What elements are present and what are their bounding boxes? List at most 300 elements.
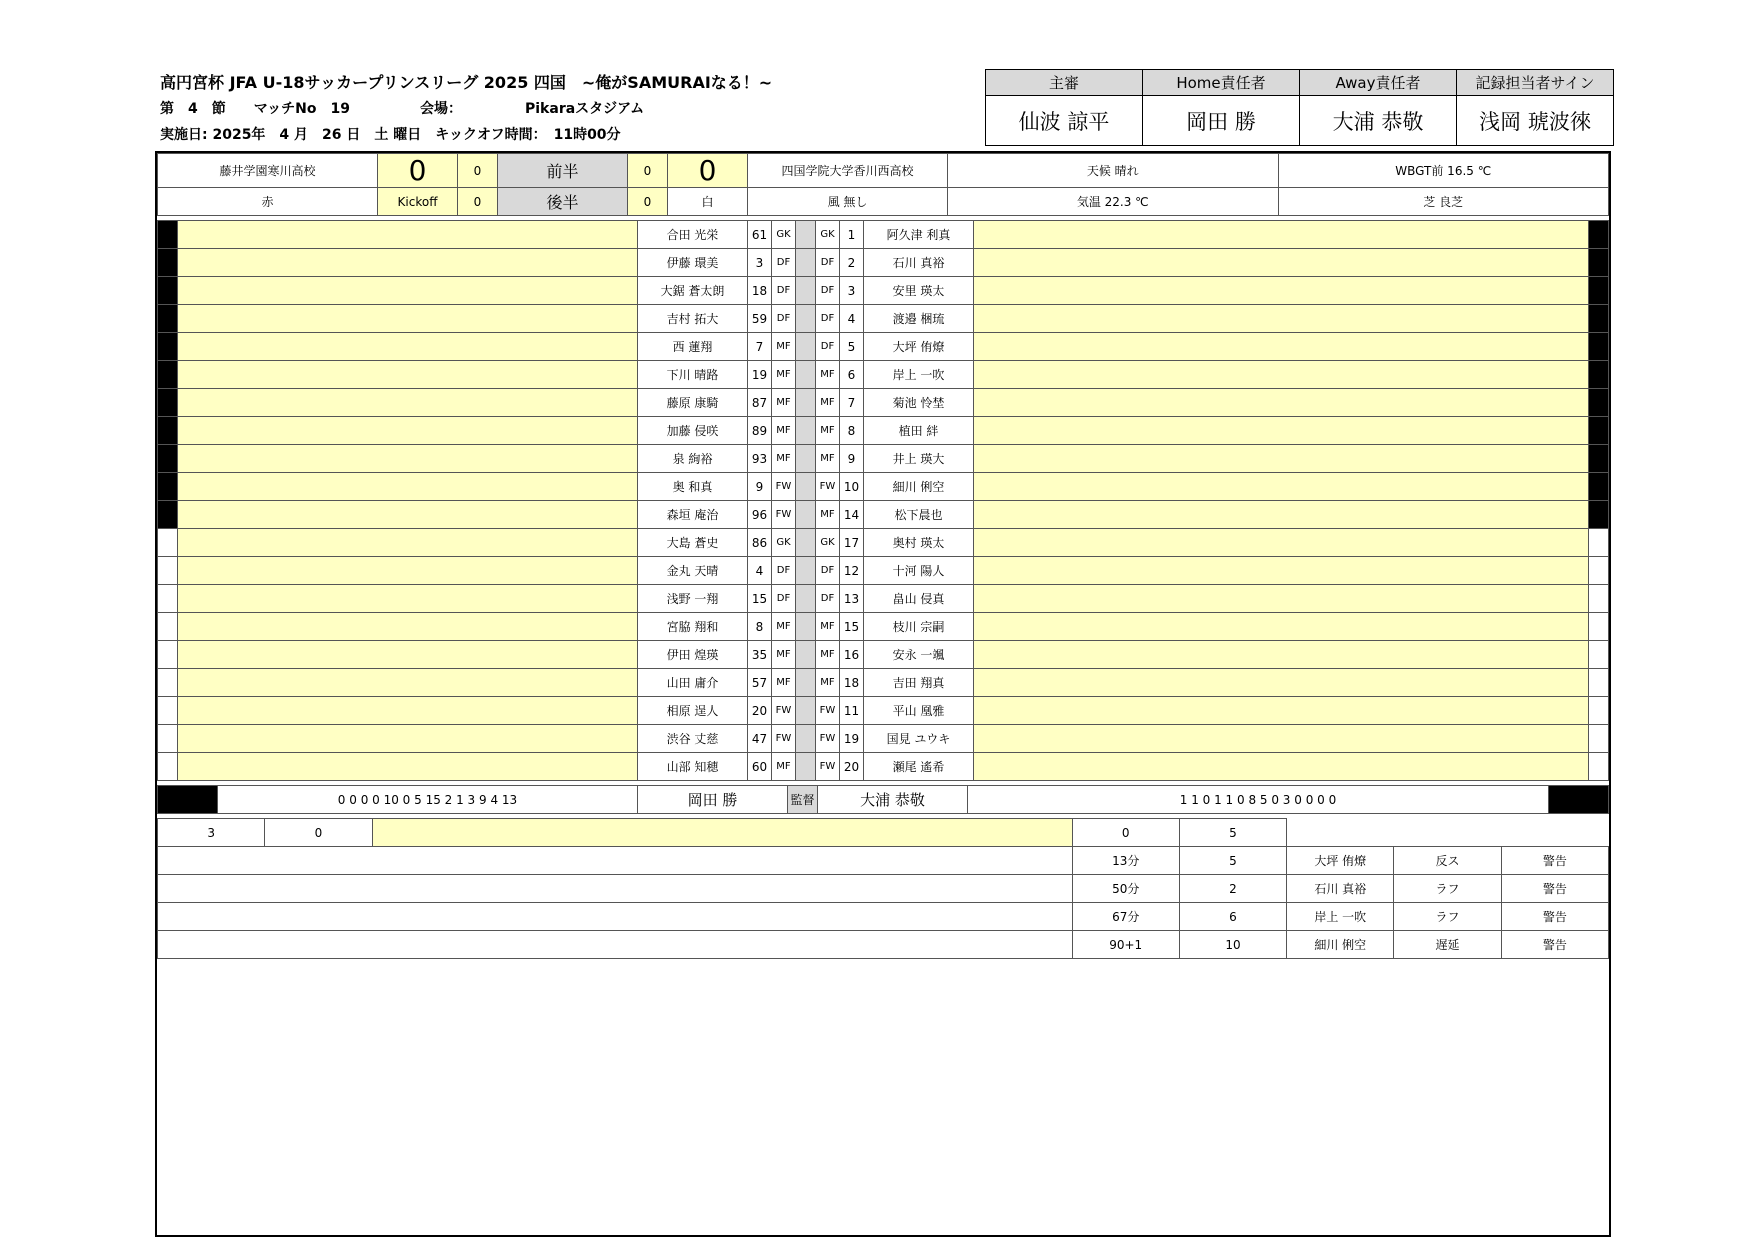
home-stats xyxy=(178,389,638,417)
home-player-name: 山部 知穂 xyxy=(638,753,748,781)
table-row xyxy=(158,585,1609,613)
stat-totals: 0 0 0 0 10 0 5 15 2 1 3 9 4 13 xyxy=(218,786,638,814)
table-row xyxy=(158,903,1609,931)
home-manager: 岡田 勝 xyxy=(638,786,788,814)
away-player-no: 13 xyxy=(840,585,864,613)
home-player-no: 87 xyxy=(748,389,772,417)
home-player-name: 宮脇 翔和 xyxy=(638,613,748,641)
totals-row xyxy=(157,785,1609,814)
divider xyxy=(796,529,816,557)
caution-cell: 警告 xyxy=(1501,931,1608,959)
home-player-pos: MF xyxy=(772,417,796,445)
side-bar xyxy=(1589,389,1609,417)
official-value: 大浦 恭敬 xyxy=(1300,96,1457,146)
home-stats xyxy=(178,305,638,333)
divider xyxy=(796,613,816,641)
away-stats xyxy=(974,249,1589,277)
away-stats xyxy=(974,473,1589,501)
home-player-no: 20 xyxy=(748,697,772,725)
side-bar xyxy=(1589,753,1609,781)
home-player-pos: FW xyxy=(772,725,796,753)
bar xyxy=(1549,786,1609,814)
home-stats xyxy=(178,501,638,529)
caution-cell: 警告 xyxy=(1501,847,1608,875)
home-player-no: 15 xyxy=(748,585,772,613)
side-bar xyxy=(1589,305,1609,333)
home-stats xyxy=(178,417,638,445)
side-bar xyxy=(158,445,178,473)
away-stats xyxy=(974,753,1589,781)
table-row xyxy=(158,931,1609,959)
match-summary xyxy=(157,153,1609,216)
divider xyxy=(796,277,816,305)
manager-label: 監督 xyxy=(788,786,818,814)
caution-cell: 大坪 侑燎 xyxy=(1287,847,1394,875)
bar xyxy=(158,786,218,814)
table-row xyxy=(158,473,1609,501)
goal-area xyxy=(372,819,1072,847)
divider xyxy=(796,389,816,417)
table-row xyxy=(158,875,1609,903)
away-color: 白 xyxy=(668,188,748,216)
away-player-name: 畠山 侵真 xyxy=(864,585,974,613)
side-bar xyxy=(158,221,178,249)
side-bar xyxy=(1589,221,1609,249)
home-player-pos: DF xyxy=(772,585,796,613)
away-player-name: 大坪 侑燎 xyxy=(864,333,974,361)
home-player-pos: MF xyxy=(772,445,796,473)
official-value: 岡田 勝 xyxy=(1143,96,1300,146)
away-player-no: 6 xyxy=(840,361,864,389)
away-h1: 0 xyxy=(628,154,668,188)
away-stats xyxy=(974,445,1589,473)
side-bar xyxy=(1589,473,1609,501)
side-bar xyxy=(1589,333,1609,361)
caution-cell: 2 xyxy=(1179,875,1286,903)
divider xyxy=(796,417,816,445)
away-player-pos: MF xyxy=(816,417,840,445)
away-player-no: 1 xyxy=(840,221,864,249)
caution-cell: 6 xyxy=(1179,903,1286,931)
official-label: Home責任者 xyxy=(1143,70,1300,96)
table-row xyxy=(158,389,1609,417)
away-player-pos: DF xyxy=(816,305,840,333)
caution-cell: 反ス xyxy=(1394,847,1501,875)
away-stats xyxy=(974,697,1589,725)
table-row xyxy=(158,333,1609,361)
home-player-pos: DF xyxy=(772,305,796,333)
caution-cell: 67分 xyxy=(1072,903,1179,931)
divider xyxy=(796,361,816,389)
away-stats xyxy=(974,221,1589,249)
away-player-pos: MF xyxy=(816,361,840,389)
away-player-pos: DF xyxy=(816,557,840,585)
home-player-name: 浅野 一翔 xyxy=(638,585,748,613)
goalkick-away: 5 xyxy=(1179,819,1286,847)
away-player-name: 菊池 怜埜 xyxy=(864,389,974,417)
side-bar xyxy=(1589,501,1609,529)
divider xyxy=(796,585,816,613)
away-player-pos: FW xyxy=(816,753,840,781)
away-player-name: 安里 瑛太 xyxy=(864,277,974,305)
condition: 芝 良芝 xyxy=(1278,188,1609,216)
away-player-pos: FW xyxy=(816,473,840,501)
away-player-no: 9 xyxy=(840,445,864,473)
side-bar xyxy=(158,613,178,641)
caution-cell: ラフ xyxy=(1394,903,1501,931)
side-bar xyxy=(158,305,178,333)
home-player-pos: MF xyxy=(772,641,796,669)
home-stats xyxy=(178,249,638,277)
score-sheet xyxy=(155,151,1611,1237)
away-player-pos: GK xyxy=(816,221,840,249)
away-stats xyxy=(974,669,1589,697)
blank xyxy=(158,875,1073,903)
away-player-pos: FW xyxy=(816,697,840,725)
stat-totals: 1 1 0 1 1 0 8 5 0 3 0 0 0 0 xyxy=(968,786,1549,814)
home-player-no: 93 xyxy=(748,445,772,473)
away-player-name: 安永 一颯 xyxy=(864,641,974,669)
away-player-pos: MF xyxy=(816,641,840,669)
home-player-pos: GK xyxy=(772,221,796,249)
home-stats xyxy=(178,753,638,781)
away-player-name: 国見 ユウキ xyxy=(864,725,974,753)
away-player-name: 枝川 宗嗣 xyxy=(864,613,974,641)
away-stats xyxy=(974,641,1589,669)
away-player-no: 15 xyxy=(840,613,864,641)
table-row xyxy=(158,753,1609,781)
home-player-name: 藤原 康騎 xyxy=(638,389,748,417)
side-bar xyxy=(158,473,178,501)
divider xyxy=(796,669,816,697)
officials-table xyxy=(985,69,1614,146)
caution-cell: 13分 xyxy=(1072,847,1179,875)
away-player-no: 16 xyxy=(840,641,864,669)
side-bar xyxy=(158,669,178,697)
away-stats xyxy=(974,277,1589,305)
home-total: 0 xyxy=(378,154,458,188)
caution-cell: ラフ xyxy=(1394,875,1501,903)
home-player-pos: MF xyxy=(772,389,796,417)
home-player-no: 57 xyxy=(748,669,772,697)
home-player-no: 9 xyxy=(748,473,772,501)
side-bar xyxy=(1589,585,1609,613)
away-player-no: 11 xyxy=(840,697,864,725)
side-bar xyxy=(1589,641,1609,669)
away-player-no: 19 xyxy=(840,725,864,753)
side-bar xyxy=(158,417,178,445)
kickoff-label: Kickoff xyxy=(378,188,458,216)
home-stats xyxy=(178,333,638,361)
home-stats xyxy=(178,557,638,585)
goalkick-home: 0 xyxy=(265,819,372,847)
side-bar xyxy=(1589,669,1609,697)
away-player-no: 8 xyxy=(840,417,864,445)
away-player-no: 7 xyxy=(840,389,864,417)
home-player-name: 山田 庸介 xyxy=(638,669,748,697)
home-stats xyxy=(178,221,638,249)
caution-cell: 石川 真裕 xyxy=(1287,875,1394,903)
side-bar xyxy=(1589,445,1609,473)
table-row xyxy=(158,445,1609,473)
home-player-no: 47 xyxy=(748,725,772,753)
away-stats xyxy=(974,389,1589,417)
report-title: 高円宮杯 JFA U-18サッカープリンスリーグ 2025 四国 ~俺がSAMURAIなる！~ xyxy=(160,73,773,92)
first-half-label: 前半 xyxy=(498,154,628,188)
table-row xyxy=(158,501,1609,529)
away-player-pos: MF xyxy=(816,669,840,697)
side-bar xyxy=(1589,417,1609,445)
side-bar xyxy=(1589,277,1609,305)
home-stats xyxy=(178,613,638,641)
home-player-pos: DF xyxy=(772,277,796,305)
home-player-no: 35 xyxy=(748,641,772,669)
table-row xyxy=(158,305,1609,333)
home-player-name: 吉村 拓大 xyxy=(638,305,748,333)
home-player-name: 伊藤 環美 xyxy=(638,249,748,277)
match-info: 第 4 節 マッチNo 19 会場： Pikaraスタジアム xyxy=(160,101,645,117)
side-bar xyxy=(158,641,178,669)
away-player-no: 2 xyxy=(840,249,864,277)
away-player-no: 5 xyxy=(840,333,864,361)
divider xyxy=(796,753,816,781)
side-bar xyxy=(158,501,178,529)
away-player-name: 松下晨也 xyxy=(864,501,974,529)
away-stats xyxy=(974,417,1589,445)
home-stats xyxy=(178,529,638,557)
players-table xyxy=(157,220,1609,781)
away-player-no: 10 xyxy=(840,473,864,501)
caution-cell: 遅延 xyxy=(1394,931,1501,959)
divider xyxy=(796,445,816,473)
home-player-name: 泉 絢裕 xyxy=(638,445,748,473)
condition: 気温 22.3 ℃ xyxy=(948,188,1279,216)
home-player-no: 60 xyxy=(748,753,772,781)
away-stats xyxy=(974,361,1589,389)
away-player-name: 十河 陽人 xyxy=(864,557,974,585)
corner-away: 0 xyxy=(1072,819,1179,847)
away-player-pos: MF xyxy=(816,501,840,529)
away-player-no: 12 xyxy=(840,557,864,585)
table-row xyxy=(158,249,1609,277)
away-player-pos: MF xyxy=(816,445,840,473)
home-player-pos: DF xyxy=(772,557,796,585)
caution-cell: 警告 xyxy=(1501,875,1608,903)
caution-cell: 5 xyxy=(1179,847,1286,875)
cautions-table xyxy=(157,818,1609,959)
side-bar xyxy=(158,557,178,585)
official-value: 仙波 諒平 xyxy=(986,96,1143,146)
home-player-pos: MF xyxy=(772,613,796,641)
away-player-name: 渡邉 梱琉 xyxy=(864,305,974,333)
away-stats xyxy=(974,529,1589,557)
away-player-pos: MF xyxy=(816,613,840,641)
side-bar xyxy=(158,697,178,725)
divider xyxy=(796,305,816,333)
divider xyxy=(796,725,816,753)
home-player-no: 19 xyxy=(748,361,772,389)
table-row xyxy=(158,613,1609,641)
condition: 天候 晴れ xyxy=(948,154,1279,188)
home-player-name: 森垣 庵治 xyxy=(638,501,748,529)
away-player-no: 17 xyxy=(840,529,864,557)
away-manager: 大浦 恭敬 xyxy=(818,786,968,814)
side-bar xyxy=(1589,725,1609,753)
table-row xyxy=(158,361,1609,389)
home-player-name: 大鋸 蒼太朗 xyxy=(638,277,748,305)
side-bar xyxy=(1589,361,1609,389)
home-player-no: 7 xyxy=(748,333,772,361)
official-label: Away責任者 xyxy=(1300,70,1457,96)
side-bar xyxy=(158,585,178,613)
table-row xyxy=(158,529,1609,557)
home-color: 赤 xyxy=(158,188,378,216)
home-player-pos: GK xyxy=(772,529,796,557)
home-player-no: 59 xyxy=(748,305,772,333)
home-player-no: 8 xyxy=(748,613,772,641)
corner-home: 3 xyxy=(158,819,265,847)
home-team: 藤井学園寒川高校 xyxy=(158,154,378,188)
home-player-name: 下川 晴路 xyxy=(638,361,748,389)
second-half-label: 後半 xyxy=(498,188,628,216)
date-info: 実施日: 2025年 4 月 26 日 土 曜日 キックオフ時間： 11時00分 xyxy=(160,127,621,143)
away-player-pos: MF xyxy=(816,389,840,417)
away-player-pos: DF xyxy=(816,333,840,361)
side-bar xyxy=(158,361,178,389)
home-player-name: 加藤 侵咲 xyxy=(638,417,748,445)
caution-cell: 岸上 一吹 xyxy=(1287,903,1394,931)
home-player-name: 相原 逞人 xyxy=(638,697,748,725)
divider xyxy=(796,501,816,529)
home-player-name: 大島 蒼史 xyxy=(638,529,748,557)
divider xyxy=(796,221,816,249)
home-stats xyxy=(178,669,638,697)
home-stats xyxy=(178,277,638,305)
home-player-pos: FW xyxy=(772,473,796,501)
condition: 風 無し xyxy=(748,188,948,216)
away-player-name: 奥村 瑛太 xyxy=(864,529,974,557)
table-row xyxy=(158,417,1609,445)
away-stats xyxy=(974,585,1589,613)
away-stats xyxy=(974,725,1589,753)
blank xyxy=(158,847,1073,875)
condition: WBGT前 16.5 ℃ xyxy=(1278,154,1609,188)
away-player-pos: DF xyxy=(816,277,840,305)
divider xyxy=(796,473,816,501)
away-player-no: 14 xyxy=(840,501,864,529)
away-team: 四国学院大学香川西高校 xyxy=(748,154,948,188)
blank xyxy=(158,903,1073,931)
home-stats xyxy=(178,585,638,613)
away-player-pos: DF xyxy=(816,585,840,613)
away-player-name: 吉田 翔真 xyxy=(864,669,974,697)
table-row xyxy=(158,641,1609,669)
away-player-no: 3 xyxy=(840,277,864,305)
home-player-no: 86 xyxy=(748,529,772,557)
home-player-name: 渋谷 丈慈 xyxy=(638,725,748,753)
table-row xyxy=(158,847,1609,875)
home-player-name: 伊田 煌瑛 xyxy=(638,641,748,669)
side-bar xyxy=(158,529,178,557)
home-stats xyxy=(178,445,638,473)
away-stats xyxy=(974,333,1589,361)
home-player-pos: MF xyxy=(772,753,796,781)
official-label: 記録担当者サイン xyxy=(1457,70,1614,96)
official-label: 主審 xyxy=(986,70,1143,96)
away-stats xyxy=(974,305,1589,333)
home-player-pos: MF xyxy=(772,669,796,697)
divider xyxy=(796,641,816,669)
home-player-name: 奥 和真 xyxy=(638,473,748,501)
side-bar xyxy=(1589,529,1609,557)
home-h2: 0 xyxy=(458,188,498,216)
home-player-name: 合田 光栄 xyxy=(638,221,748,249)
table-row xyxy=(158,819,1609,847)
home-stats xyxy=(178,473,638,501)
away-player-no: 4 xyxy=(840,305,864,333)
caution-cell: 50分 xyxy=(1072,875,1179,903)
home-player-pos: DF xyxy=(772,249,796,277)
home-player-name: 西 蓮翔 xyxy=(638,333,748,361)
away-player-name: 平山 凰雅 xyxy=(864,697,974,725)
away-player-no: 20 xyxy=(840,753,864,781)
home-stats xyxy=(178,697,638,725)
away-player-name: 細川 俐空 xyxy=(864,473,974,501)
away-player-no: 18 xyxy=(840,669,864,697)
side-bar xyxy=(158,389,178,417)
table-row xyxy=(158,697,1609,725)
away-player-name: 井上 瑛大 xyxy=(864,445,974,473)
home-player-pos: MF xyxy=(772,361,796,389)
divider xyxy=(796,333,816,361)
side-bar xyxy=(158,249,178,277)
table-row xyxy=(158,277,1609,305)
divider xyxy=(796,697,816,725)
home-player-no: 18 xyxy=(748,277,772,305)
side-bar xyxy=(158,725,178,753)
table-row xyxy=(158,669,1609,697)
home-player-no: 61 xyxy=(748,221,772,249)
caution-cell: 警告 xyxy=(1501,903,1608,931)
away-total: 0 xyxy=(668,154,748,188)
away-player-name: 岸上 一吹 xyxy=(864,361,974,389)
home-stats xyxy=(178,361,638,389)
divider xyxy=(796,557,816,585)
side-bar xyxy=(158,277,178,305)
divider xyxy=(796,249,816,277)
away-player-pos: DF xyxy=(816,249,840,277)
side-bar xyxy=(1589,613,1609,641)
away-stats xyxy=(974,501,1589,529)
side-bar xyxy=(1589,249,1609,277)
table-row xyxy=(158,725,1609,753)
home-stats xyxy=(178,725,638,753)
away-player-name: 石川 真裕 xyxy=(864,249,974,277)
official-value: 浅岡 琥波徠 xyxy=(1457,96,1614,146)
away-player-name: 植田 絆 xyxy=(864,417,974,445)
caution-cell: 細川 俐空 xyxy=(1287,931,1394,959)
away-player-name: 瀬尾 遙希 xyxy=(864,753,974,781)
away-player-name: 阿久津 利真 xyxy=(864,221,974,249)
home-player-no: 4 xyxy=(748,557,772,585)
away-player-pos: FW xyxy=(816,725,840,753)
side-bar xyxy=(158,333,178,361)
home-player-no: 3 xyxy=(748,249,772,277)
caution-cell: 90+1 xyxy=(1072,931,1179,959)
away-player-pos: GK xyxy=(816,529,840,557)
home-h1: 0 xyxy=(458,154,498,188)
side-bar xyxy=(1589,697,1609,725)
